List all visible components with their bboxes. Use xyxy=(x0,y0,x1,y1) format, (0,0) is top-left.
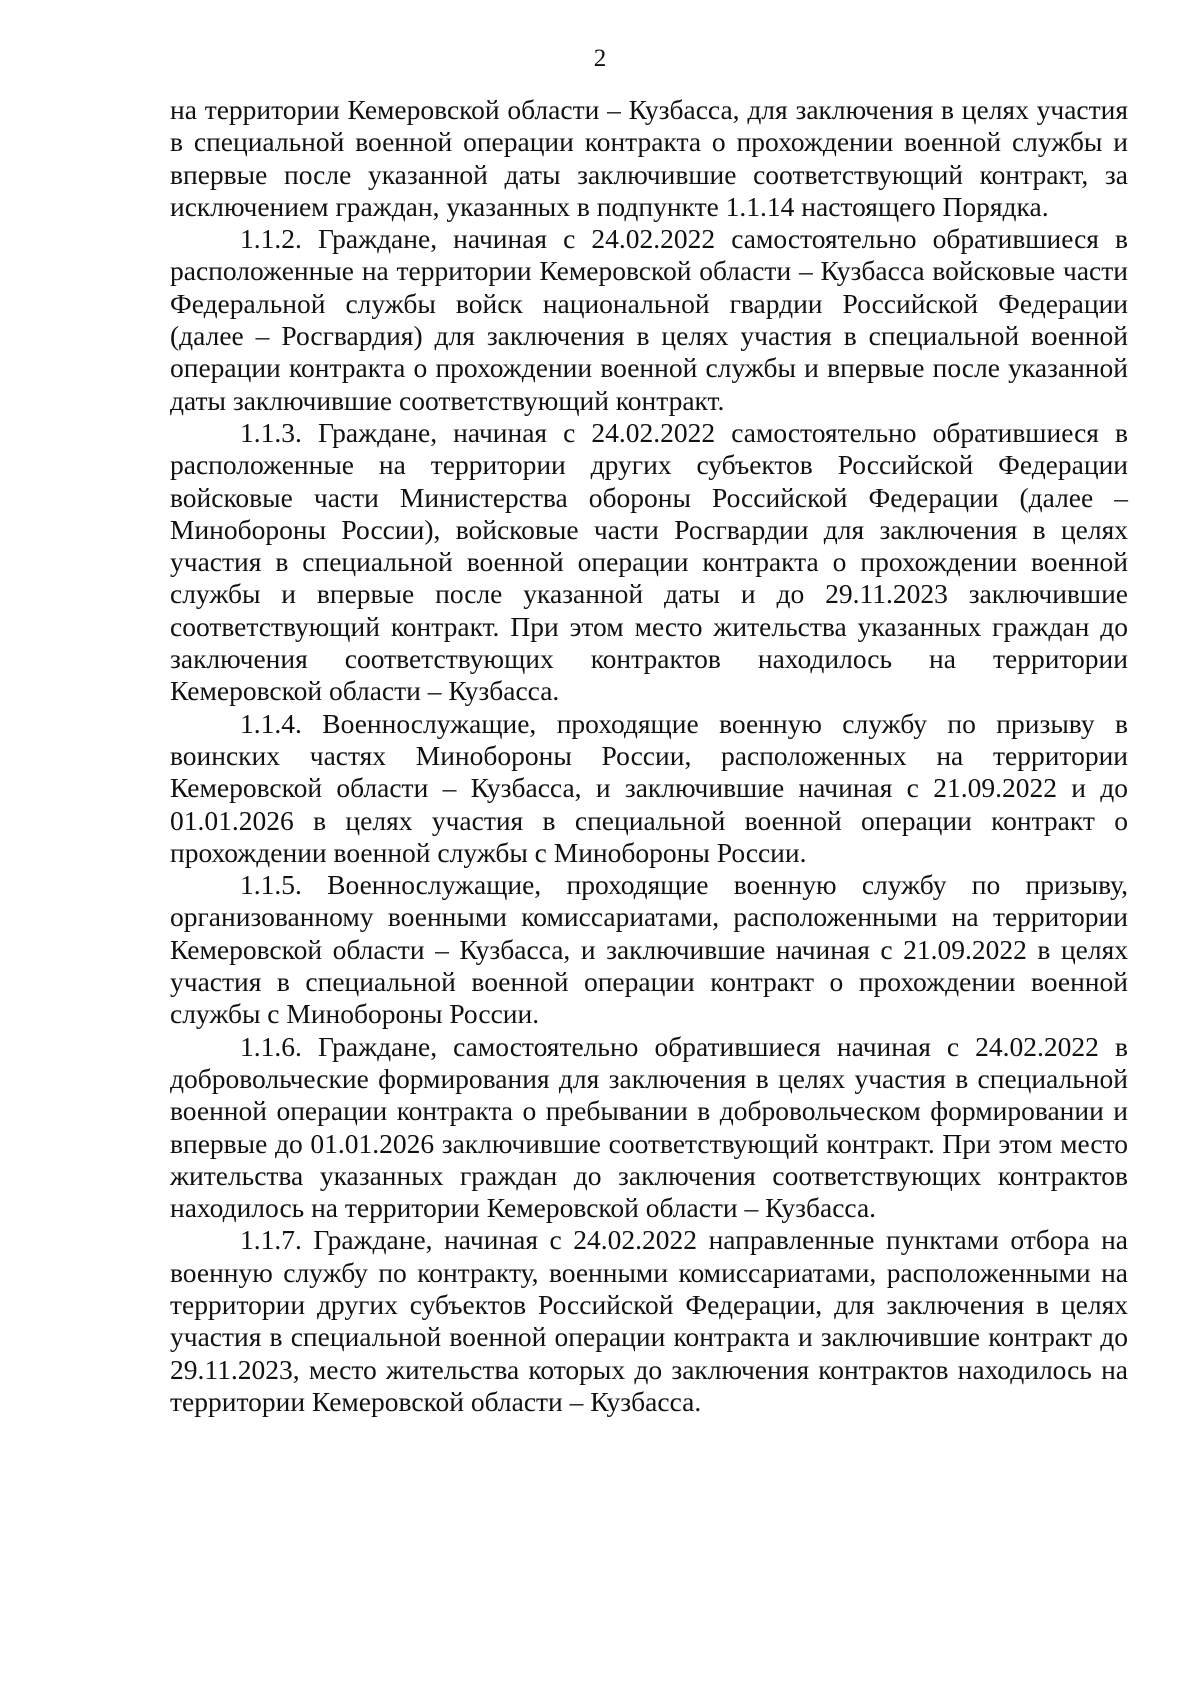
paragraph-1-1-3: 1.1.3. Граждане, начиная с 24.02.2022 самостоятельно обратившиеся в расположенные на территории других субъектов Российской Федерации войсковые части Министерства обороны Российской Федерации (далее – Минобороны России), войсковые части Росгвардии для заключения в целях участия в специальной военной операции контракта о прохождении военной службы и впервые после указанной даты и до 29.11.2023 заключившие соответствующий контракт. При этом место жительства указанных граждан до заключения соответствующих контрактов находилось на территории Кемеровской области – Кузбасса. xyxy=(170,416,1128,707)
paragraph-1-1-6: 1.1.6. Граждане, самостоятельно обратившиеся начиная с 24.02.2022 в добровольческие формирования для заключения в целях участия в специальной военной операции контракта о пребывании в добровольческом формировании и впервые до 01.01.2026 заключившие соответствующий контракт. При этом место жительства указанных граждан до заключения соответствующих контрактов находилось на территории Кемеровской области – Кузбасса. xyxy=(170,1030,1128,1224)
document-body xyxy=(170,94,1128,1418)
paragraph-1-1-7: 1.1.7. Граждане, начиная с 24.02.2022 направленные пунктами отбора на военную службу по контракту, военными комиссариатами, расположенными на территории других субъектов Российской Федерации, для заключения в целях участия в специальной военной операции контракта и заключившие контракт до 29.11.2023, место жительства которых до заключения контрактов находилось на территории Кемеровской области – Кузбасса. xyxy=(170,1224,1128,1417)
paragraph-1-1-4: 1.1.4. Военнослужащие, проходящие военную службу по призыву в воинских частях Минобороны России, расположенных на территории Кемеровской области – Кузбасса, и заключившие начиная с 21.09.2022 и до 01.01.2026 в целях участия в специальной военной операции контракт о прохождении военной службы с Минобороны России. xyxy=(170,707,1128,868)
paragraph-1-1-5: 1.1.5. Военнослужащие, проходящие военную службу по призыву, организованному военными комиссариатами, расположенными на территории Кемеровской области – Кузбасса, и заключившие начиная с 21.09.2022 в целях участия в специальной военной операции контракт о прохождении военной службы с Минобороны России. xyxy=(170,869,1128,1030)
paragraph-1-1-2: 1.1.2. Граждане, начиная с 24.02.2022 самостоятельно обратившиеся в расположенные на территории Кемеровской области – Кузбасса войсковые части Федеральной службы войск национальной гвардии Российской Федерации (далее – Росгвардия) для заключения в целях участия в специальной военной операции контракта о прохождении военной службы и впервые после указанной даты заключившие соответствующий контракт. xyxy=(170,223,1128,416)
page-number: 2 xyxy=(593,45,607,72)
paragraph-continuation: на территории Кемеровской области – Кузбасса, для заключения в целях участия в специальной военной операции контракта о прохождении военной службы и впервые после указанной даты заключившие соответствующий контракт, за исключением граждан, указанных в подпункте 1.1.14 настоящего Порядка. xyxy=(170,94,1128,222)
